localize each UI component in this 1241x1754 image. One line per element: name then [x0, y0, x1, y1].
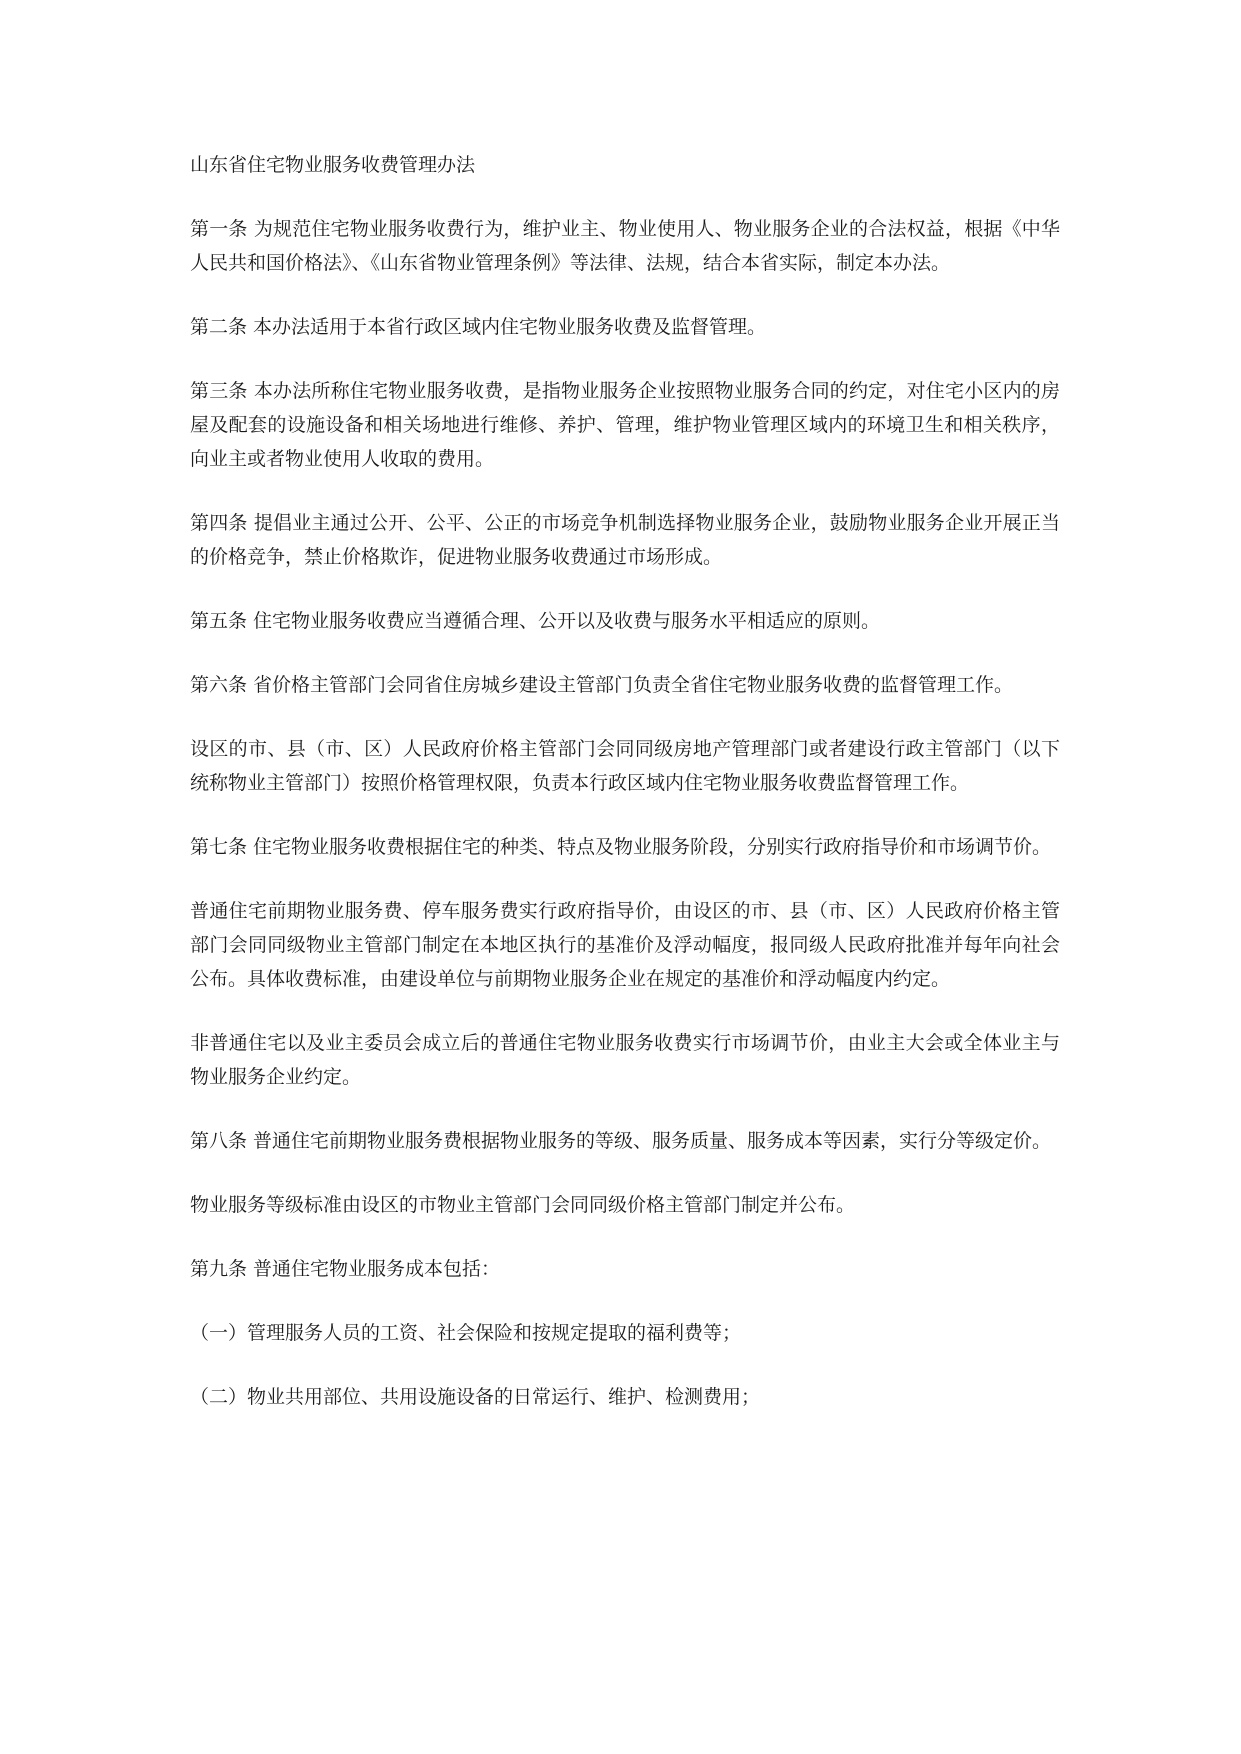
- article-9: 第九条 普通住宅物业服务成本包括：: [190, 1258, 501, 1280]
- document-title: 山东省住宅物业服务收费管理办法: [190, 154, 476, 176]
- article-2: 第二条 本办法适用于本省行政区域内住宅物业服务收费及监督管理。: [190, 316, 767, 338]
- article-9-item-2: （二）物业共用部位、共用设施设备的日常运行、维护、检测费用；: [190, 1386, 761, 1408]
- article-1: 第一条 为规范住宅物业服务收费行为，维护业主、物业使用人、物业服务企业的合法权益，根据《中华人民共和国价格法》、《山东省物业管理条例》等法律、法规，结合本省实际，制定本办法。: [190, 218, 1060, 274]
- article-7-clause-2: 普通住宅前期物业服务费、停车服务费实行政府指导价，由设区的市、县（市、区）人民政府价格主管部门会同同级物业主管部门制定在本地区执行的基准价及浮动幅度，报同级人民政府批准并每年向社会公布。具体收费标准，由建设单位与前期物业服务企业在规定的基准价和浮动幅度内约定。: [190, 900, 1060, 990]
- article-9-item-1: （一）管理服务人员的工资、社会保险和按规定提取的福利费等；: [190, 1322, 742, 1344]
- article-4: 第四条 提倡业主通过公开、公平、公正的市场竞争机制选择物业服务企业，鼓励物业服务企业开展正当的价格竞争，禁止价格欺诈，促进物业服务收费通过市场形成。: [190, 512, 1060, 568]
- article-6: 第六条 省价格主管部门会同省住房城乡建设主管部门负责全省住宅物业服务收费的监督管理工作。: [190, 674, 1014, 696]
- article-3: 第三条 本办法所称住宅物业服务收费，是指物业服务企业按照物业服务合同的约定，对住宅小区内的房屋及配套的设施设备和相关场地进行维修、养护、管理，维护物业管理区域内的环境卫生和相关秩序，向业主或者物业使用人收取的费用。: [190, 380, 1060, 470]
- article-8-clause-2: 物业服务等级标准由设区的市物业主管部门会同同级价格主管部门制定并公布。: [190, 1194, 856, 1216]
- article-5: 第五条 住宅物业服务收费应当遵循合理、公开以及收费与服务水平相适应的原则。: [190, 610, 881, 632]
- document-page: [190, 148, 1060, 1444]
- article-6-clause-2: 设区的市、县（市、区）人民政府价格主管部门会同同级房地产管理部门或者建设行政主管部门（以下统称物业主管部门）按照价格管理权限，负责本行政区域内住宅物业服务收费监督管理工作。: [190, 738, 1060, 794]
- article-7-clause-3: 非普通住宅以及业主委员会成立后的普通住宅物业服务收费实行市场调节价，由业主大会或全体业主与物业服务企业约定。: [190, 1032, 1060, 1088]
- article-7: 第七条 住宅物业服务收费根据住宅的种类、特点及物业服务阶段，分别实行政府指导价和市场调节价。: [190, 836, 1052, 858]
- article-8: 第八条 普通住宅前期物业服务费根据物业服务的等级、服务质量、服务成本等因素，实行分等级定价。: [190, 1130, 1052, 1152]
